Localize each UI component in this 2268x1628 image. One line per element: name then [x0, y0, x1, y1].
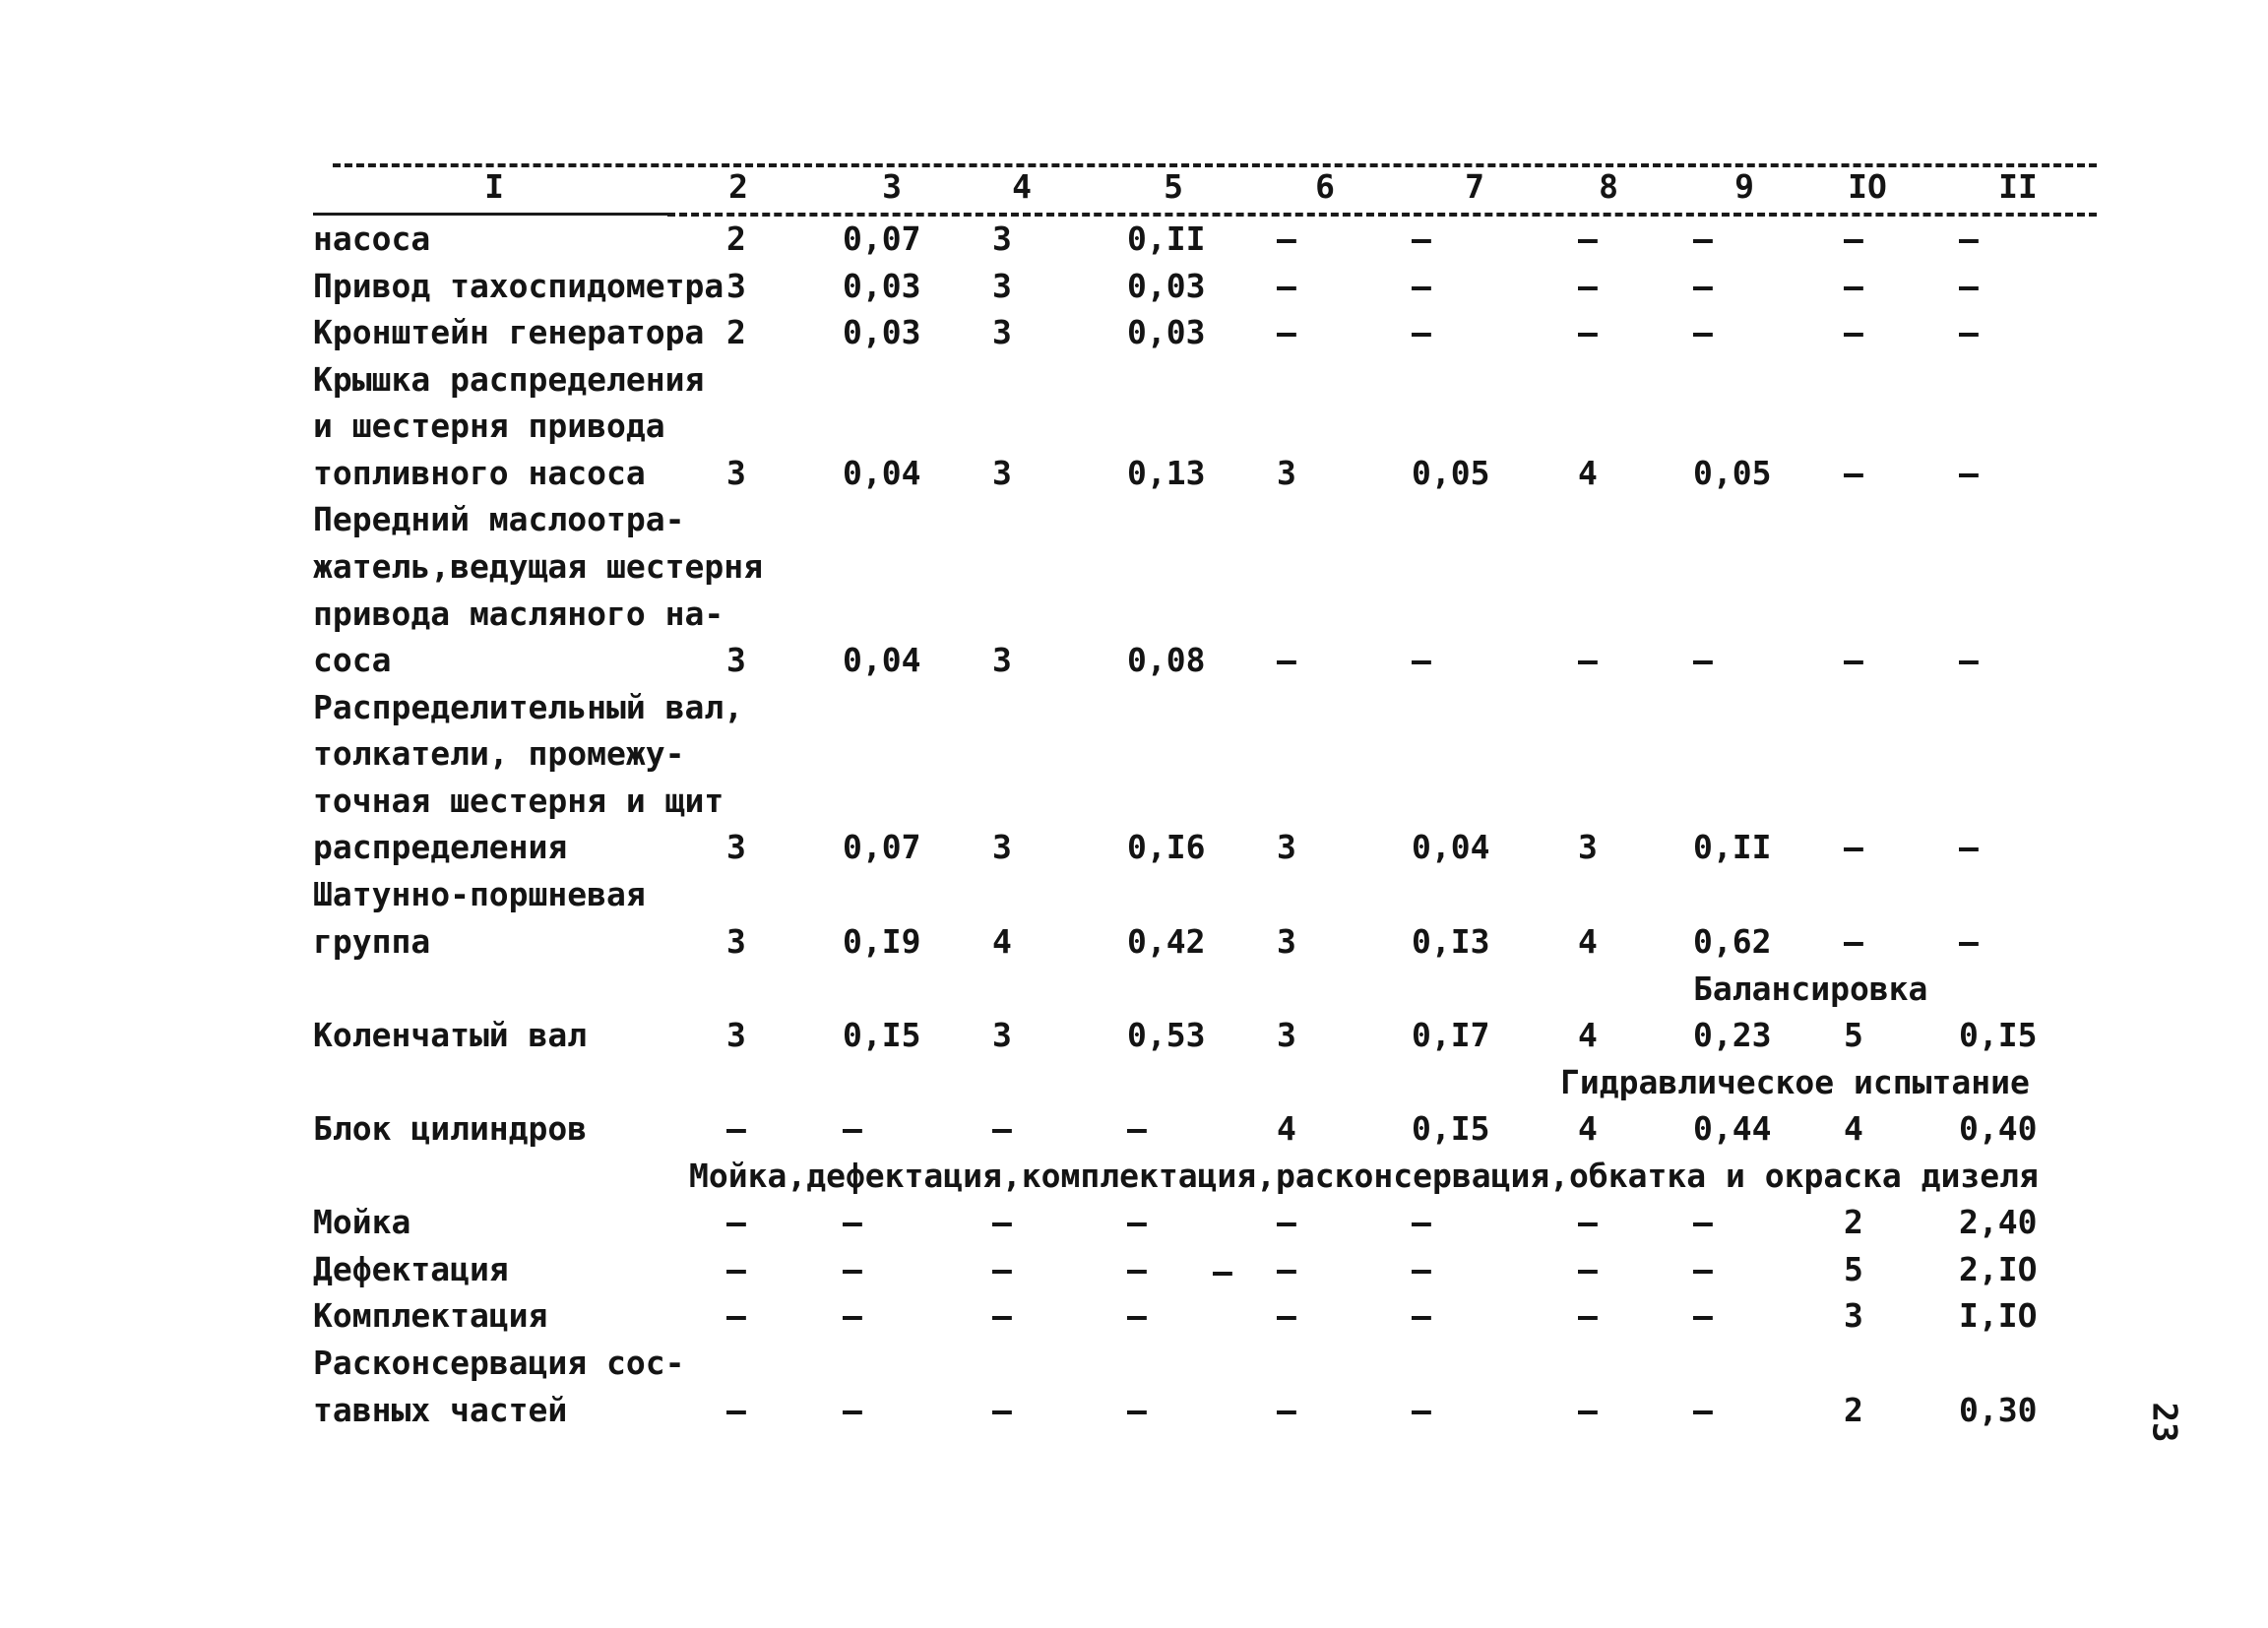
- table-cell: 3: [992, 267, 1012, 305]
- table-cell: I,IO: [1959, 1296, 2038, 1335]
- table-cell: –: [1127, 1296, 1147, 1335]
- table-cell: –: [1693, 313, 1713, 351]
- table-cell: 0,I9: [843, 922, 921, 961]
- row-label: Передний маслоотра-: [313, 500, 685, 538]
- row-label: Привод тахоспидометра: [313, 267, 724, 305]
- table-cell: –: [1844, 267, 1863, 305]
- table-cell: 0,30: [1959, 1391, 2038, 1429]
- table-cell: 3: [726, 828, 746, 866]
- note-balancing: Балансировка: [1693, 970, 1928, 1008]
- table-cell: –: [843, 1203, 862, 1241]
- row-label: и шестерня привода: [313, 407, 665, 445]
- table-cell: –: [992, 1109, 1012, 1148]
- table-cell: –: [1844, 219, 1863, 258]
- row-label: точная шестерня и щит: [313, 782, 724, 820]
- table-cell: 2: [1844, 1203, 1863, 1241]
- column-header-1: I: [484, 167, 504, 206]
- table-cell: –: [726, 1391, 746, 1429]
- table-cell: –: [1578, 267, 1598, 305]
- table-cell: 3: [726, 454, 746, 492]
- column-header-7: 7: [1465, 167, 1484, 206]
- table-cell: 0,42: [1127, 922, 1206, 961]
- table-cell: –: [1277, 641, 1296, 679]
- table-cell: 0,03: [1127, 313, 1206, 351]
- row-label: группа: [313, 922, 431, 961]
- table-cell: 3: [726, 1016, 746, 1054]
- table-cell: 3: [1844, 1296, 1863, 1335]
- table-cell: –: [1959, 828, 1979, 866]
- row-label: толкатели, промежу-: [313, 734, 685, 773]
- table-cell: 0,40: [1959, 1109, 2038, 1148]
- table-cell: 3: [726, 267, 746, 305]
- table-cell: 0,I7: [1412, 1016, 1490, 1054]
- column-header-8: 8: [1599, 167, 1618, 206]
- table-cell: 0,03: [843, 267, 921, 305]
- table-cell: –: [1578, 313, 1598, 351]
- table-cell: –: [1844, 313, 1863, 351]
- row-label: Мойка: [313, 1203, 411, 1241]
- table-cell: 0,II: [1127, 219, 1206, 258]
- table-cell: 3: [726, 922, 746, 961]
- header-solid-rule: [313, 213, 667, 216]
- table-cell: –: [1578, 1296, 1598, 1335]
- table-cell: 2,40: [1959, 1203, 2038, 1241]
- row-label: соса: [313, 641, 392, 679]
- table-cell: 3: [992, 641, 1012, 679]
- table-cell: 0,04: [843, 454, 921, 492]
- table-cell: 2: [726, 313, 746, 351]
- table-cell: 0,I3: [1412, 922, 1490, 961]
- table-cell: 3: [1277, 828, 1296, 866]
- top-dashed-rule: [333, 163, 2097, 167]
- table-cell: 0,I5: [1412, 1109, 1490, 1148]
- table-cell: 0,04: [843, 641, 921, 679]
- row-label: жатель,ведущая шестерня: [313, 547, 763, 586]
- table-cell: 0,23: [1693, 1016, 1772, 1054]
- table-cell: 5: [1844, 1016, 1863, 1054]
- table-cell: 3: [992, 313, 1012, 351]
- row-label: тавных частей: [313, 1391, 568, 1429]
- row-label: Комплектация: [313, 1296, 548, 1335]
- table-cell: 4: [1578, 1109, 1598, 1148]
- row-label: Кронштейн генератора: [313, 313, 705, 351]
- table-cell: –: [1844, 828, 1863, 866]
- table-cell: –: [1578, 1203, 1598, 1241]
- column-header-5: 5: [1164, 167, 1183, 206]
- table-cell: –: [1959, 922, 1979, 961]
- table-cell: 3: [1578, 828, 1598, 866]
- table-cell: 0,I6: [1127, 828, 1206, 866]
- table-cell: –: [1277, 219, 1296, 258]
- table-cell: 0,08: [1127, 641, 1206, 679]
- table-cell: 3: [992, 828, 1012, 866]
- table-cell: –: [1277, 1391, 1296, 1429]
- table-cell: 4: [992, 922, 1012, 961]
- table-cell: –: [1412, 1391, 1431, 1429]
- table-cell: 0,03: [843, 313, 921, 351]
- table-cell: –: [992, 1250, 1012, 1288]
- column-header-11: II: [1998, 167, 2038, 206]
- table-cell: –: [843, 1250, 862, 1288]
- table-cell: 2: [1844, 1391, 1863, 1429]
- table-cell: 0,I5: [843, 1016, 921, 1054]
- table-cell: 4: [1277, 1109, 1296, 1148]
- row-label: распределения: [313, 828, 568, 866]
- table-cell: –: [1578, 1250, 1598, 1288]
- table-cell: 4: [1844, 1109, 1863, 1148]
- table-cell: –: [1959, 313, 1979, 351]
- table-cell: 3: [726, 641, 746, 679]
- stray-dash: –: [1213, 1252, 1232, 1290]
- table-cell: –: [992, 1391, 1012, 1429]
- table-cell: –: [1578, 1391, 1598, 1429]
- row-label: насоса: [313, 219, 431, 258]
- note-hydraulic-test: Гидравлическое испытание: [1560, 1063, 2030, 1101]
- table-cell: –: [1693, 219, 1713, 258]
- table-cell: –: [843, 1296, 862, 1335]
- table-cell: 0,07: [843, 219, 921, 258]
- table-cell: –: [992, 1296, 1012, 1335]
- table-cell: –: [1277, 1203, 1296, 1241]
- table-cell: –: [1127, 1109, 1147, 1148]
- table-cell: –: [1412, 219, 1431, 258]
- column-header-2: 2: [728, 167, 748, 206]
- table-cell: 4: [1578, 922, 1598, 961]
- table-cell: 3: [1277, 454, 1296, 492]
- column-header-9: 9: [1734, 167, 1754, 206]
- table-cell: –: [1412, 313, 1431, 351]
- table-cell: –: [1412, 1203, 1431, 1241]
- table-cell: 5: [1844, 1250, 1863, 1288]
- table-cell: 0,05: [1412, 454, 1490, 492]
- table-cell: 0,05: [1693, 454, 1772, 492]
- table-cell: –: [726, 1109, 746, 1148]
- row-label: топливного насоса: [313, 454, 646, 492]
- table-cell: –: [1412, 1296, 1431, 1335]
- table-cell: –: [1277, 313, 1296, 351]
- table-cell: –: [1412, 267, 1431, 305]
- row-label: привода масляного на-: [313, 595, 724, 633]
- row-label: Блок цилиндров: [313, 1109, 588, 1148]
- table-cell: 0,44: [1693, 1109, 1772, 1148]
- row-label: Распределительный вал,: [313, 688, 744, 726]
- table-cell: –: [992, 1203, 1012, 1241]
- table-cell: 3: [992, 1016, 1012, 1054]
- column-header-4: 4: [1012, 167, 1032, 206]
- table-cell: –: [1277, 1296, 1296, 1335]
- table-cell: –: [1693, 1296, 1713, 1335]
- section-heading: Мойка,дефектация,комплектация,расконсервация,обкатка и окраска дизеля: [689, 1157, 2039, 1195]
- table-cell: –: [1844, 641, 1863, 679]
- table-cell: –: [1127, 1250, 1147, 1288]
- table-cell: –: [1959, 219, 1979, 258]
- table-cell: –: [1693, 1391, 1713, 1429]
- page-number: 23: [2144, 1402, 2184, 1443]
- table-cell: 3: [1277, 922, 1296, 961]
- table-cell: –: [1127, 1203, 1147, 1241]
- table-cell: –: [843, 1391, 862, 1429]
- table-cell: –: [1693, 641, 1713, 679]
- row-label: Дефектация: [313, 1250, 509, 1288]
- table-cell: –: [1277, 1250, 1296, 1288]
- table-cell: 0,04: [1412, 828, 1490, 866]
- table-cell: –: [1844, 922, 1863, 961]
- table-cell: –: [1959, 267, 1979, 305]
- row-label: Коленчатый вал: [313, 1016, 588, 1054]
- table-cell: –: [1277, 267, 1296, 305]
- table-cell: 4: [1578, 454, 1598, 492]
- table-cell: –: [1693, 1250, 1713, 1288]
- table-cell: 3: [1277, 1016, 1296, 1054]
- row-label: Шатунно-поршневая: [313, 875, 646, 913]
- table-cell: –: [1578, 219, 1598, 258]
- table-cell: –: [843, 1109, 862, 1148]
- header-dashed-rule: [667, 213, 2097, 217]
- table-cell: –: [726, 1203, 746, 1241]
- table-cell: 0,03: [1127, 267, 1206, 305]
- table-cell: –: [1412, 1250, 1431, 1288]
- table-cell: –: [726, 1296, 746, 1335]
- row-label: Крышка распределения: [313, 360, 705, 399]
- table-cell: –: [1693, 1203, 1713, 1241]
- table-cell: –: [1578, 641, 1598, 679]
- table-cell: –: [1412, 641, 1431, 679]
- table-cell: 0,13: [1127, 454, 1206, 492]
- table-cell: 0,II: [1693, 828, 1772, 866]
- column-header-10: IO: [1848, 167, 1887, 206]
- table-cell: –: [1959, 454, 1979, 492]
- table-cell: –: [1127, 1391, 1147, 1429]
- row-label: Расконсервация сос-: [313, 1344, 685, 1382]
- table-cell: 0,07: [843, 828, 921, 866]
- table-cell: 0,53: [1127, 1016, 1206, 1054]
- table-cell: –: [1693, 267, 1713, 305]
- table-cell: 0,I5: [1959, 1016, 2038, 1054]
- table-cell: 3: [992, 454, 1012, 492]
- table-cell: 2: [726, 219, 746, 258]
- column-header-6: 6: [1315, 167, 1335, 206]
- table-cell: –: [1959, 641, 1979, 679]
- column-header-3: 3: [882, 167, 902, 206]
- table-cell: –: [1844, 454, 1863, 492]
- table-cell: 0,62: [1693, 922, 1772, 961]
- table-cell: –: [726, 1250, 746, 1288]
- table-cell: 4: [1578, 1016, 1598, 1054]
- table-cell: 2,IO: [1959, 1250, 2038, 1288]
- table-cell: 3: [992, 219, 1012, 258]
